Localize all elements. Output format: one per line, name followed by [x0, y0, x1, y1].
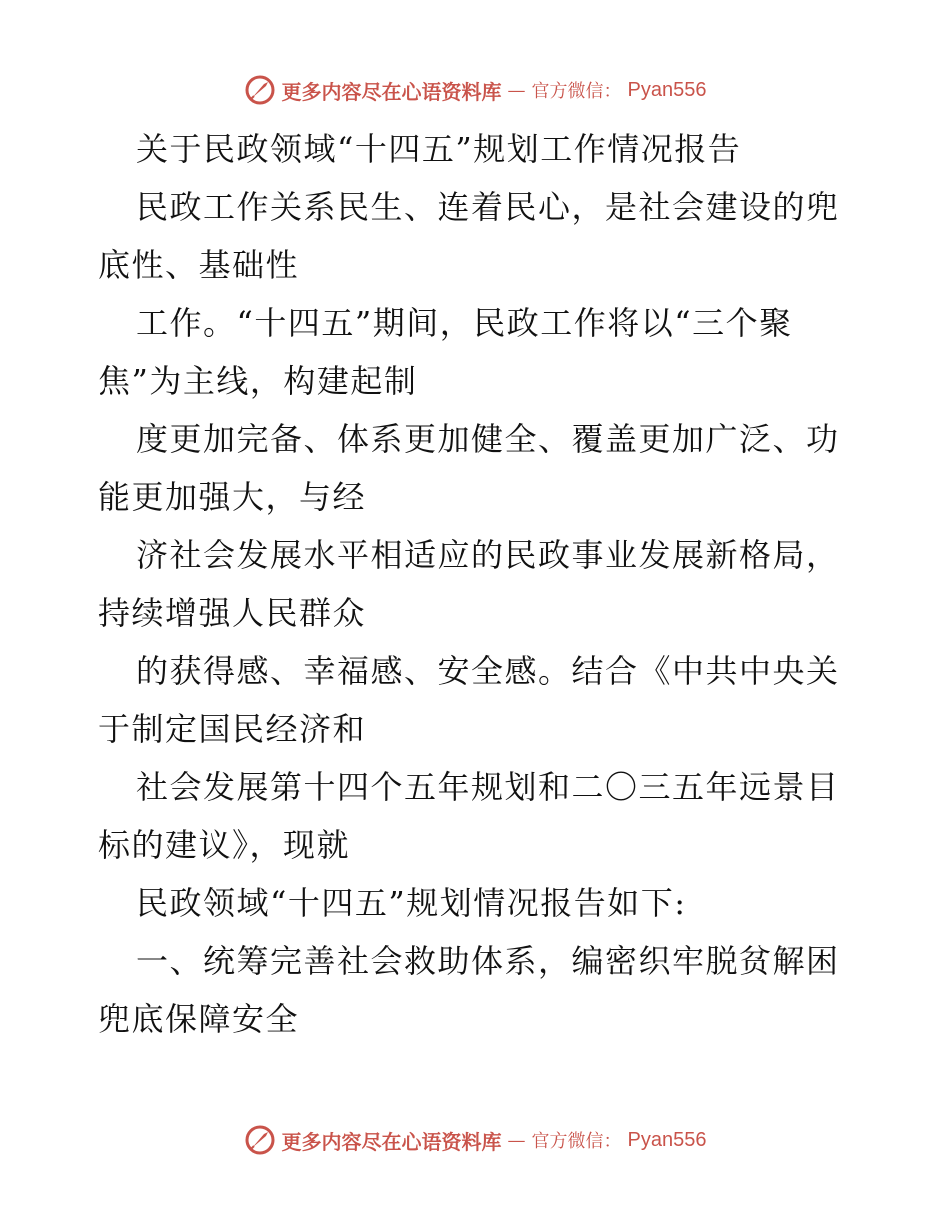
section-heading-continued: 兜底保障安全: [98, 1000, 300, 1038]
paragraph-line: 焦”为主线，构建起制: [98, 362, 418, 400]
paragraph-line: 能更加强大，与经: [98, 478, 367, 516]
watermark-separator: —: [507, 1129, 526, 1151]
paragraph-line: 民政领域“十四五”规划情况报告如下:: [136, 884, 687, 922]
watermark-brand: 更多内容尽在心语资料库: [281, 79, 502, 104]
paragraph-line: 度更加完备、体系更加健全、覆盖更加广泛、功: [136, 420, 840, 458]
watermark-separator: —: [507, 79, 526, 101]
paragraph-line: 社会发展第十四个五年规划和二〇三五年远景目: [136, 768, 840, 806]
watermark-brand: 更多内容尽在心语资料库: [281, 1129, 502, 1154]
document-title: 关于民政领域“十四五”规划工作情况报告: [136, 130, 742, 168]
paragraph-line: 的获得感、幸福感、安全感。结合《中共中央关: [136, 652, 840, 690]
watermark-wechat-id: Pyan556: [627, 78, 707, 101]
quill-logo-icon: [244, 74, 276, 106]
section-heading: 一、统筹完善社会救助体系，编密织牢脱贫解困: [136, 942, 840, 980]
watermark-official-label: 官方微信：: [531, 1131, 622, 1152]
paragraph-line: 济社会发展水平相适应的民政事业发展新格局，: [136, 536, 840, 574]
paragraph-line: 于制定国民经济和: [98, 710, 367, 748]
paragraph-line: 民政工作关系民生、连着民心，是社会建设的兜: [136, 188, 840, 226]
header-watermark: [0, 70, 950, 110]
paragraph-line: 标的建议》，现就: [98, 826, 351, 864]
footer-watermark: [0, 1120, 950, 1160]
paragraph-line: 持续增强人民群众: [98, 594, 367, 632]
paragraph-line: 工作。“十四五”期间，民政工作将以“三个聚: [136, 304, 793, 342]
watermark-official-label: 官方微信：: [531, 81, 622, 102]
quill-logo-icon: [244, 1124, 276, 1156]
document-body: [98, 120, 858, 1048]
paragraph-line: 底性、基础性: [98, 246, 300, 284]
watermark-wechat-id: Pyan556: [627, 1128, 707, 1151]
